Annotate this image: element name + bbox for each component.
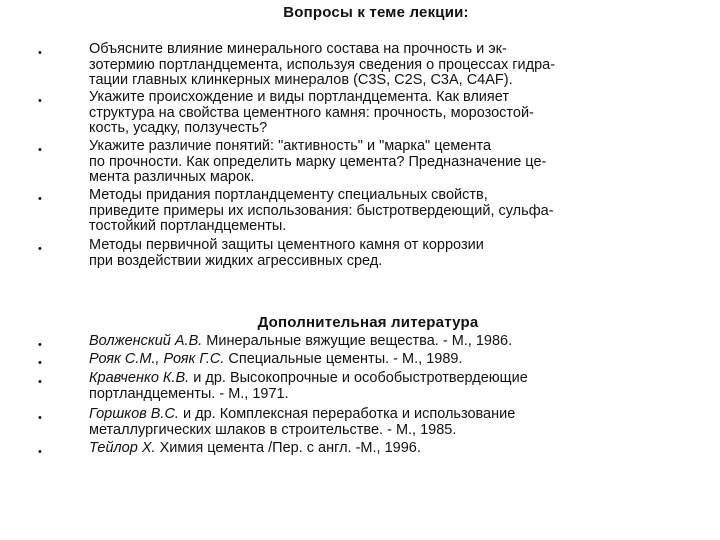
reference-details: и др. Высокопрочные и особобыстротвердеющие: [189, 370, 528, 386]
literature-text: [89, 407, 614, 438]
bullet-icon: •: [38, 357, 42, 369]
text-line: Укажите различие понятий: "активность" и "марка" цемента: [89, 138, 492, 154]
text-line: Методы придания портландцементу специальных свойств,: [89, 187, 488, 203]
literature-text: [89, 441, 614, 457]
author-name: Тейлор Х.: [89, 440, 156, 456]
text-line: Укажите происхождение и виды портландцемента. Как влияет: [89, 89, 509, 105]
text-line: кость, усадку, ползучесть?: [89, 120, 268, 136]
literature-text: [89, 352, 614, 368]
reference-details: Минеральные вяжущие вещества. - М., 1986.: [202, 333, 513, 349]
reference-details: и др. Комплексная переработка и использование: [178, 406, 516, 422]
bullet-icon: •: [38, 243, 42, 255]
bullet-icon: •: [38, 193, 42, 205]
question-text: [89, 139, 614, 186]
literature-text: [89, 371, 614, 402]
text-line: тации главных клинкерных минералов (C3S, C2S, C3A, C4AF).: [89, 72, 513, 88]
author-name: Рояк С.М., Рояк Г.С.: [89, 351, 225, 367]
bullet-icon: •: [38, 47, 42, 59]
author-name: Волженский А.В.: [89, 333, 203, 349]
text-line: металлургических шлаков в строительстве. - М., 1985.: [89, 421, 457, 438]
literature-text: [89, 334, 614, 350]
author-name: Кравченко К.В.: [89, 370, 190, 386]
questions-title: Вопросы к теме лекции:: [283, 4, 469, 21]
text-line: при воздействии жидких агрессивных сред.: [89, 252, 383, 269]
text-line: портландцементы. - М., 1971.: [89, 385, 289, 402]
author-name: Горшков В.С.: [89, 406, 179, 422]
text-line: структура на свойства цементного камня: прочность, морозостой-: [89, 104, 534, 121]
question-text: [89, 90, 614, 137]
text-line: [89, 334, 614, 350]
text-line: мента различных марок.: [89, 169, 255, 185]
literature-title: Дополнительная литература: [257, 314, 479, 331]
text-line: [89, 441, 614, 457]
question-text: [89, 238, 614, 269]
text-line: Объясните влияние минерального состава на прочность и эк-: [89, 41, 507, 57]
reference-details: Специальные цементы. - М., 1989.: [224, 351, 463, 367]
text-line: Методы первичной защиты цементного камня от коррозии: [89, 237, 484, 253]
text-line: тостойкий портландцементы.: [89, 218, 287, 234]
text-line: [89, 371, 614, 387]
bullet-icon: •: [38, 339, 42, 351]
reference-details: Химия цемента /Пер. с англ. -М., 1996.: [155, 440, 421, 456]
text-line: [89, 407, 614, 423]
question-text: [89, 42, 614, 89]
text-line: по прочности. Как определить марку цемента? Предназначение це-: [89, 153, 547, 170]
bullet-icon: •: [38, 412, 42, 424]
bullet-icon: •: [38, 95, 42, 107]
bullet-icon: •: [38, 376, 42, 388]
text-line: приведите примеры их использования: быстротвердеющий, сульфа-: [89, 202, 554, 219]
bullet-icon: •: [38, 446, 42, 458]
bullet-icon: •: [38, 144, 42, 156]
question-text: [89, 188, 614, 235]
text-line: [89, 352, 614, 368]
text-line: зотермию портландцемента, используя сведения о процессах гидра-: [89, 56, 556, 73]
